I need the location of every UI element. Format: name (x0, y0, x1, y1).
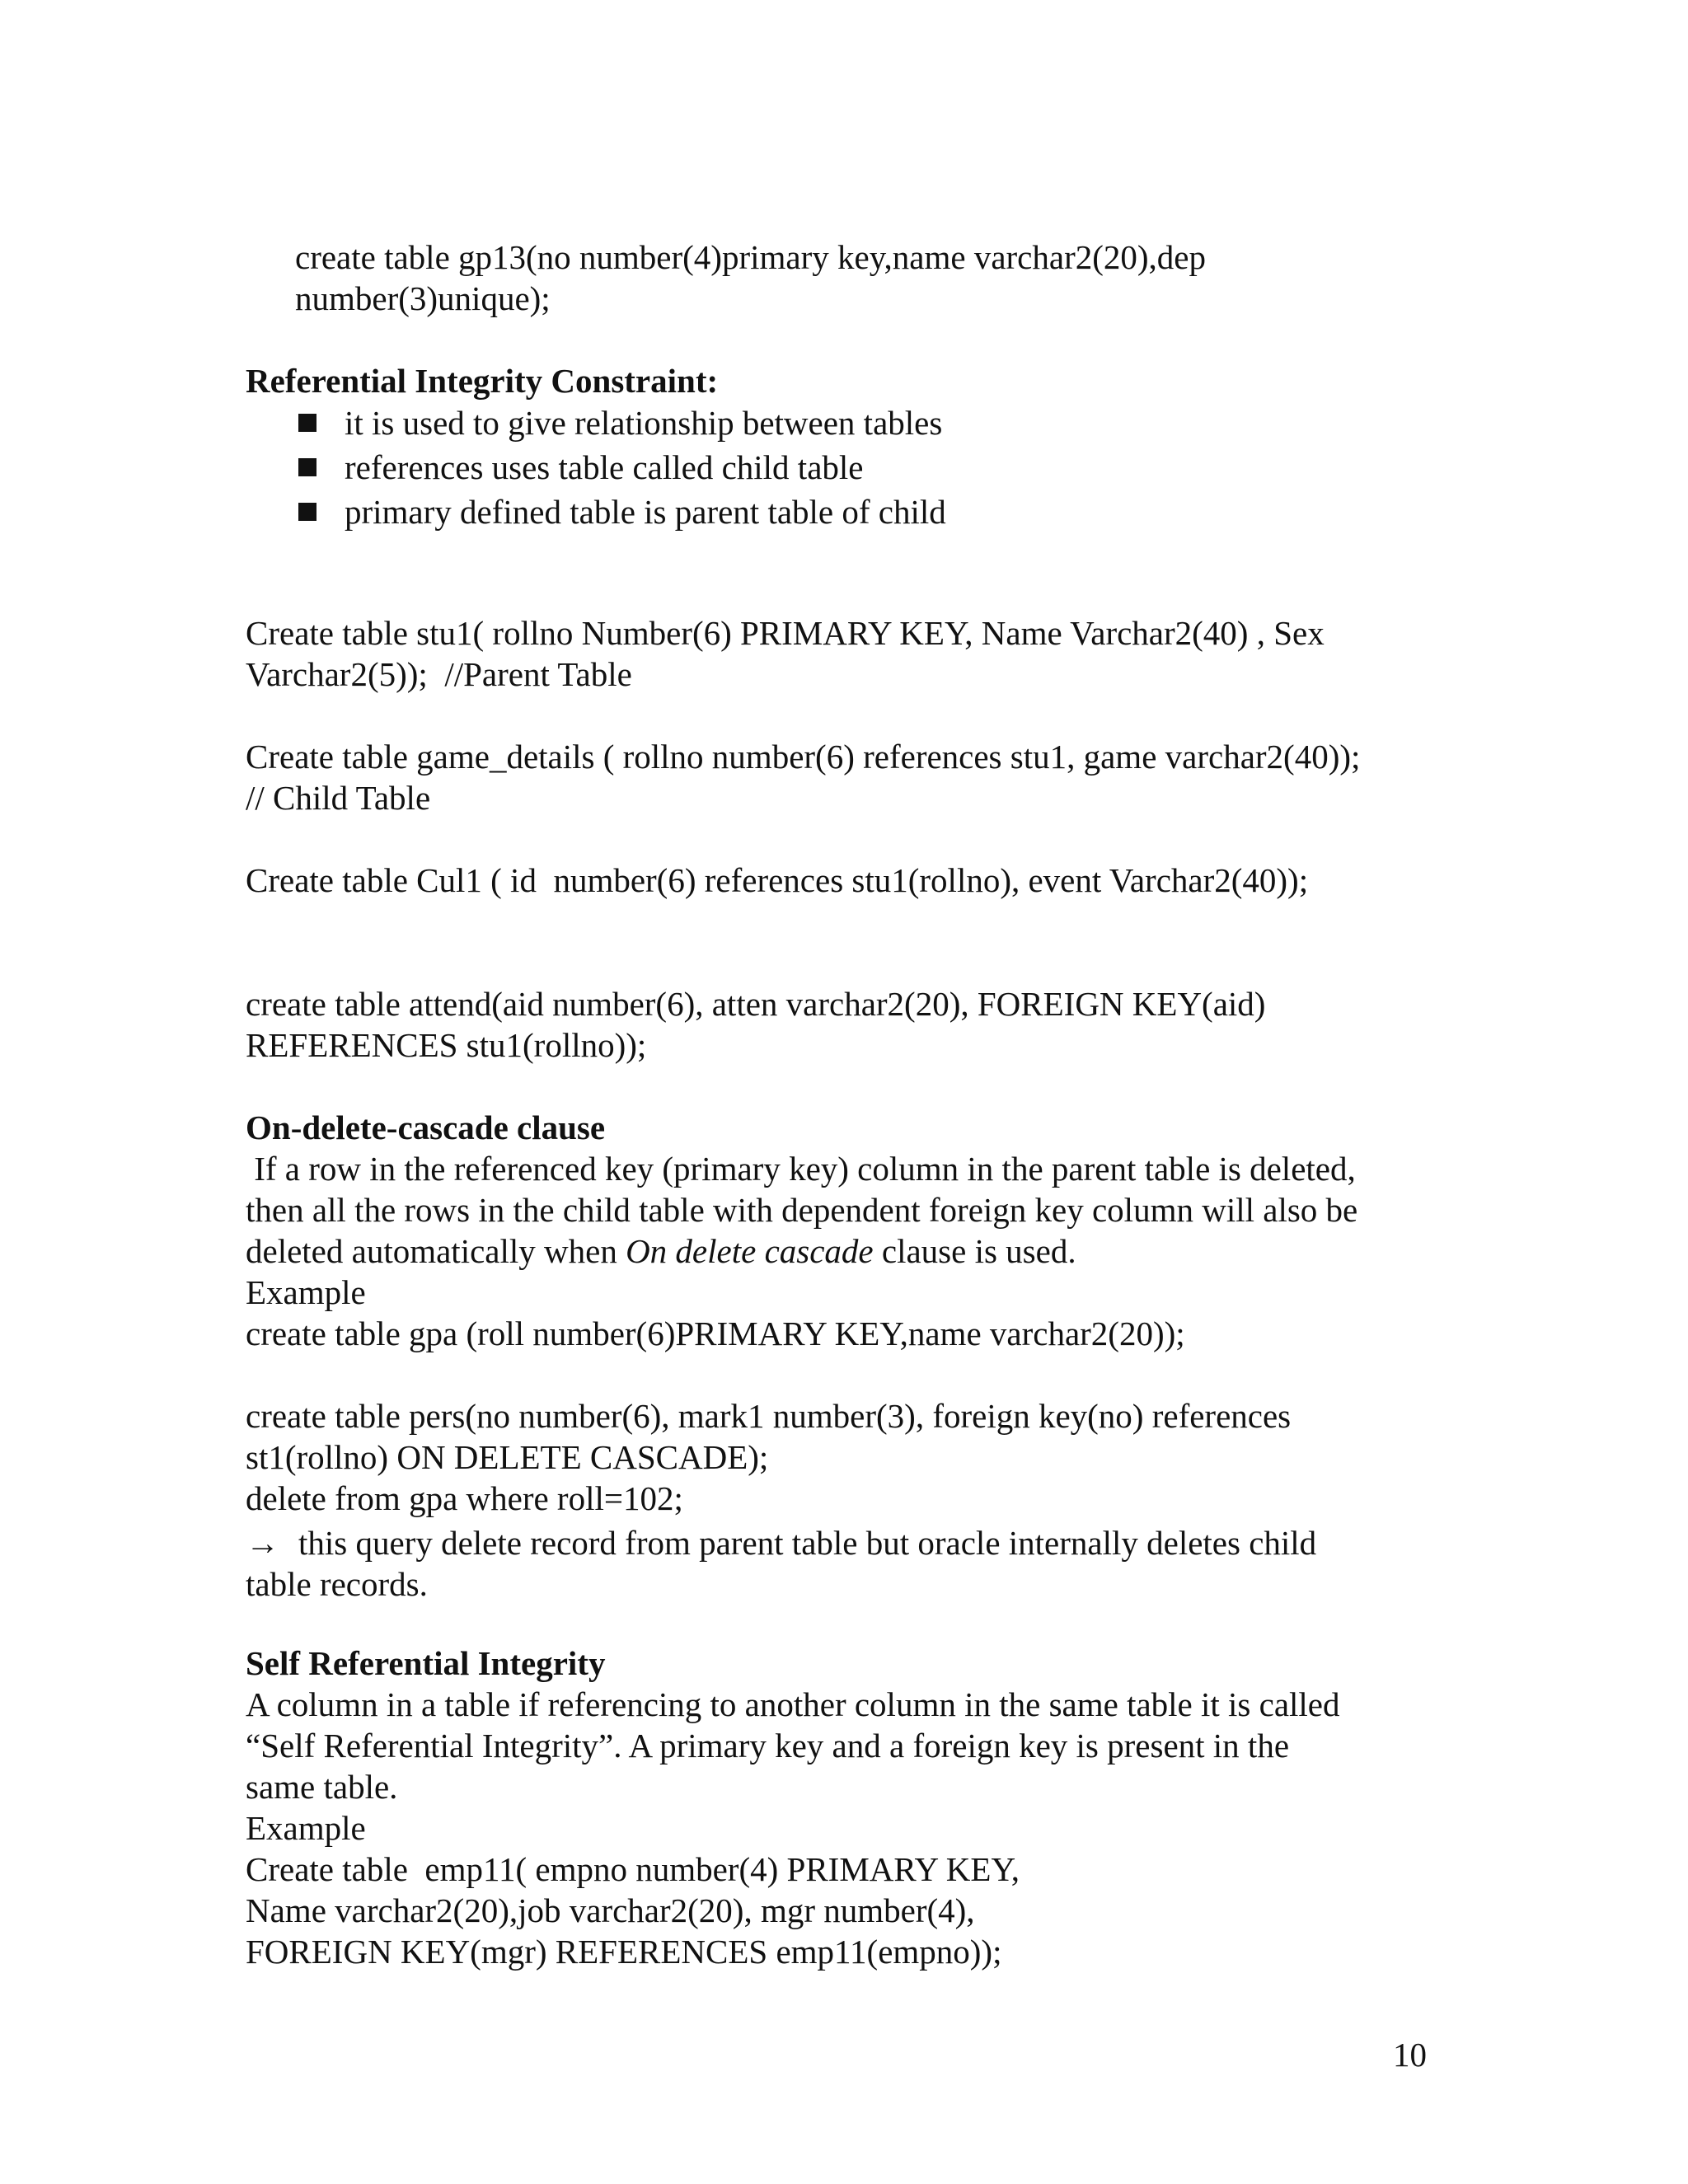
page-number: 10 (1393, 2036, 1427, 2074)
self-referential-description: A column in a table if referencing to another column in the same table it is called “Self Referential Integrity”. A primary key and a foreign key is present in the same table. (246, 1685, 1340, 1806)
cascade-note-text: this query delete record from parent table but oracle internally deletes child table records. (246, 1524, 1317, 1603)
self-referential-example-label: Example (246, 1809, 366, 1847)
bullet-item: primary defined table is parent table of child (295, 490, 946, 534)
bullet-item: it is used to give relationship between tables (295, 401, 946, 445)
emp11-create-statement: Create table emp11( empno number(4) PRIMARY KEY, Name varchar2(20),job varchar2(20), mgr number(4), FOREIGN KEY(mgr) REFERENCES emp11(empno)); (246, 1850, 1020, 1971)
description-text-end: clause is used. (873, 1232, 1076, 1270)
cul1-create-statement: Create table Cul1 ( id number(6) references stu1(rollno), event Varchar2(40)); (246, 861, 1309, 899)
on-delete-cascade-heading: On-delete-cascade clause (246, 1108, 606, 1146)
cascade-example-label: Example (246, 1273, 366, 1311)
gp13-create-statement: create table gp13(no number(4)primary key,name varchar2(20),dep number(3)unique); (295, 238, 1206, 317)
game-details-create-statement: Create table game_details ( rollno number(6) references stu1, game varchar2(40)); // Child Table (246, 738, 1361, 817)
self-referential-heading: Self Referential Integrity (246, 1644, 606, 1682)
description-emphasis: On delete cascade (626, 1232, 874, 1270)
cascade-note (246, 1522, 1449, 1605)
attend-create-statement: create table attend(aid number(6), atten varchar2(20), FOREIGN KEY(aid) REFERENCES stu1(rollno)); (246, 985, 1266, 1064)
referential-integrity-heading: Referential Integrity Constraint: (246, 362, 719, 400)
referential-integrity-bullet-list (295, 401, 946, 534)
arrow-icon: → (246, 1524, 279, 1562)
description-text: If a row in the referenced key (primary key) column in the parent table is deleted, then all the rows in the child table with dependent foreign key column will also be deleted automatically when (246, 1150, 1358, 1270)
stu1-create-statement: Create table stu1( rollno Number(6) PRIMARY KEY, Name Varchar2(40) , Sex Varchar2(5)); //Parent Table (246, 614, 1325, 693)
bullet-item: references uses table called child table (295, 445, 946, 490)
gpa-create-statement: create table gpa (roll number(6)PRIMARY KEY,name varchar2(20)); (246, 1315, 1185, 1352)
pers-create-statement: create table pers(no number(6), mark1 number(3), foreign key(no) references st1(rollno) ON DELETE CASCADE); (246, 1397, 1292, 1476)
on-delete-cascade-description (246, 1148, 1449, 1272)
delete-statement: delete from gpa where roll=102; (246, 1479, 683, 1517)
